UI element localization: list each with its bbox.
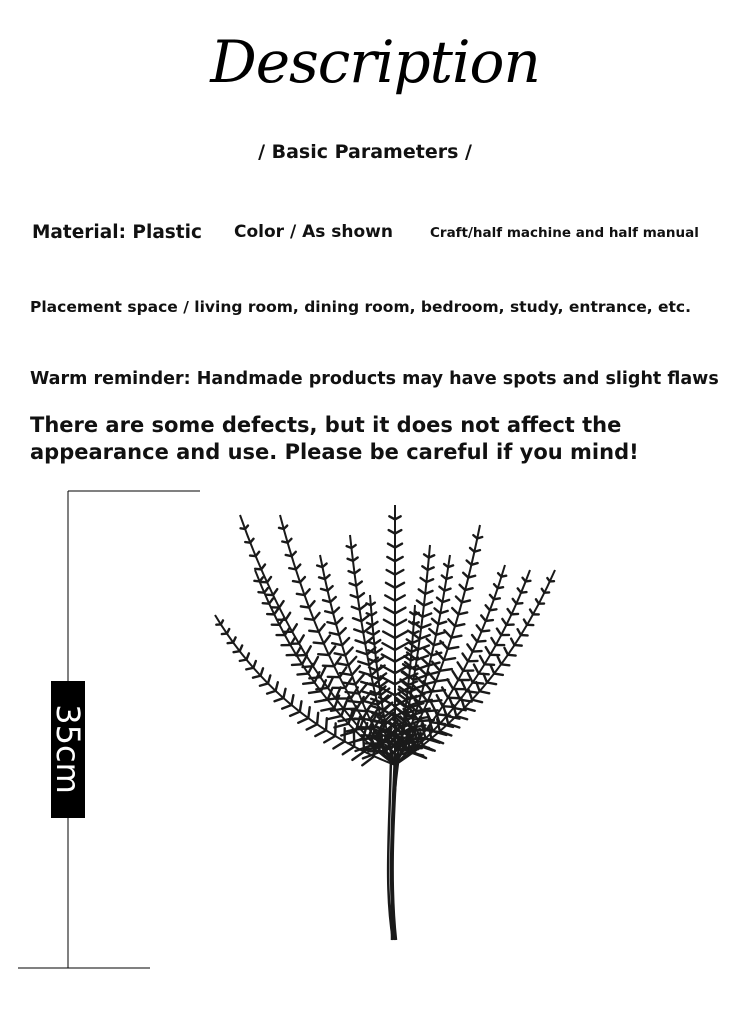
- material-param: Material: Plastic: [32, 222, 202, 243]
- height-measure-lines: [0, 0, 220, 1020]
- fern-stem: [388, 755, 399, 940]
- placement-param: Placement space / living room, dining room, bedroom, study, entrance, etc.: [30, 298, 691, 316]
- defects-line-1: There are some defects, but it does not affect the: [30, 413, 622, 437]
- color-param: Color / As shown: [234, 222, 393, 242]
- section-subtitle: / Basic Parameters /: [258, 141, 472, 163]
- height-label: 35cm: [49, 704, 87, 794]
- fern-plant-image: [200, 495, 580, 955]
- warm-reminder: Warm reminder: Handmade products may have spots and slight flaws: [30, 369, 719, 389]
- craft-param: Craft/half machine and half manual: [430, 225, 699, 241]
- page-title: Description: [210, 28, 540, 96]
- defects-line-2: appearance and use. Please be careful if you mind!: [30, 440, 639, 464]
